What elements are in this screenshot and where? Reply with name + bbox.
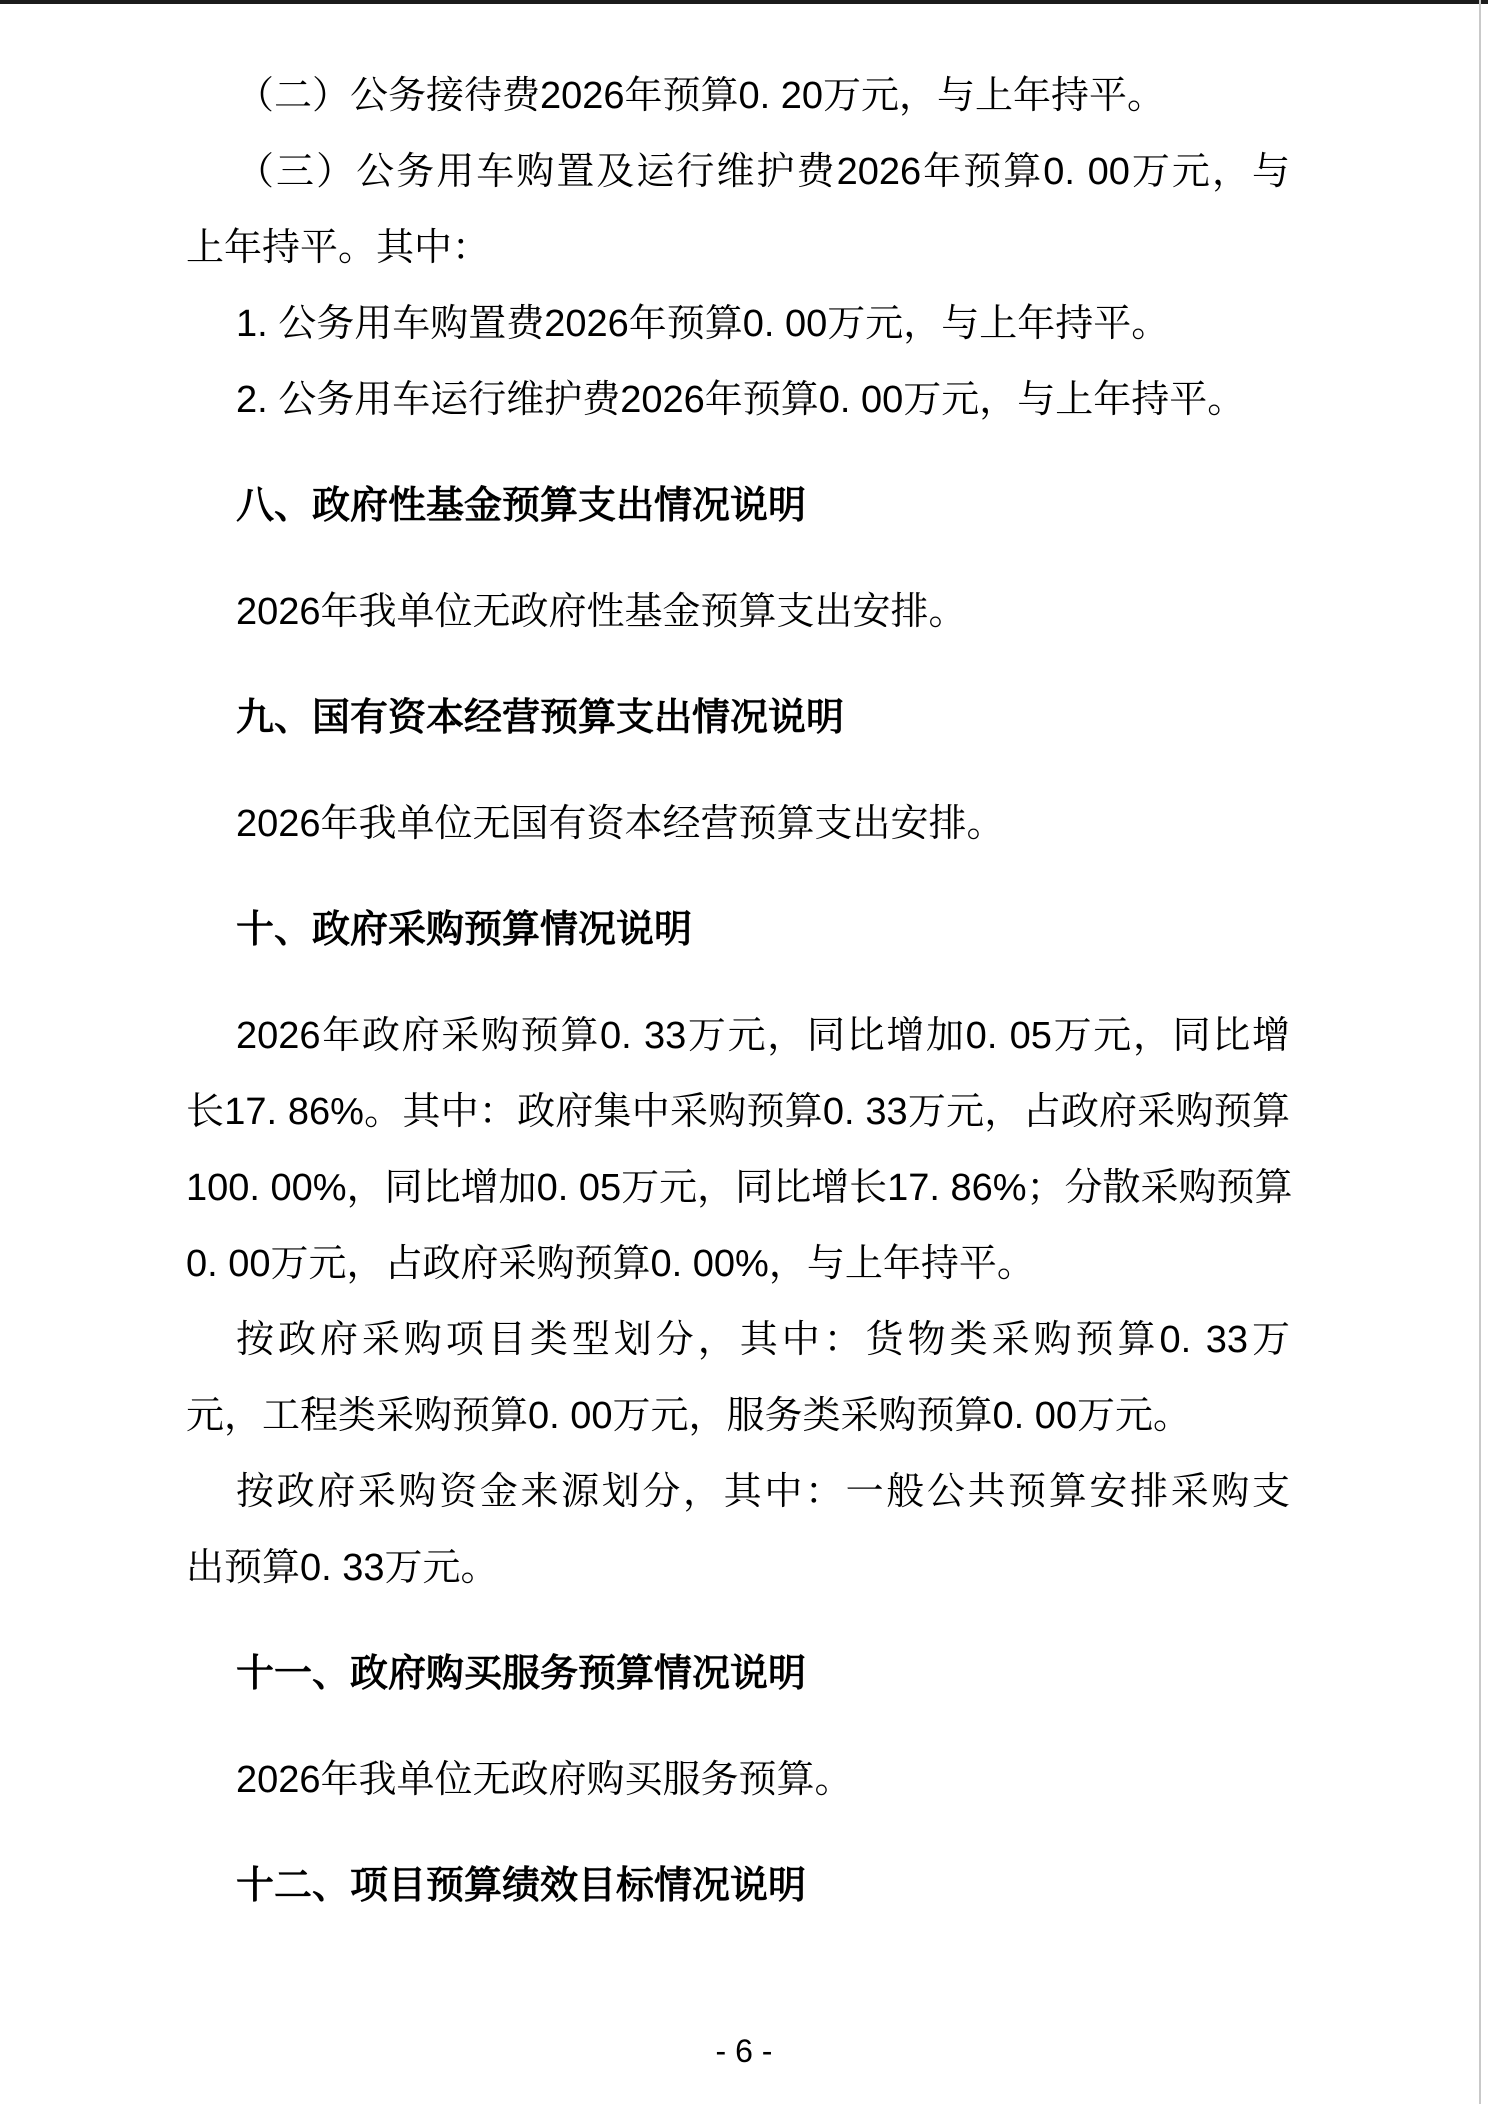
document-body (186, 58, 1293, 1954)
body-line: 按政府采购资金来源划分，其中：一般公共预算安排采购支 (236, 1471, 1290, 1513)
section-heading: 十、政府采购预算情况说明 (236, 909, 693, 951)
list-item-line: 2. 公务用车运行维护费2026年预算0. 00万元，与上年持平。 (236, 379, 1246, 421)
body-line: 出预算0. 33万元。 (186, 1547, 499, 1589)
scan-top-edge (0, 0, 1488, 4)
body-line: （二）公务接待费2026年预算0. 20万元，与上年持平。 (236, 75, 1166, 117)
list-item-line: 1. 公务用车购置费2026年预算0. 00万元，与上年持平。 (236, 303, 1170, 345)
body-line: 2026年我单位无政府性基金预算支出安排。 (236, 591, 967, 633)
section-heading: 九、国有资本经营预算支出情况说明 (236, 697, 845, 739)
body-line: 2026年政府采购预算0. 33万元，同比增加0. 05万元，同比增 (236, 1015, 1290, 1057)
body-line: （三）公务用车购置及运行维护费2026年预算0. 00万元，与 (236, 151, 1290, 193)
body-line: 上年持平。其中： (186, 227, 491, 269)
body-line: 100. 00%，同比增加0. 05万元，同比增长17. 86%；分散采购预算 (186, 1167, 1293, 1209)
body-line: 元，工程类采购预算0. 00万元，服务类采购预算0. 00万元。 (186, 1395, 1192, 1437)
body-line: 按政府采购项目类型划分，其中：货物类采购预算0. 33万 (236, 1319, 1290, 1361)
section-heading: 十一、政府购买服务预算情况说明 (236, 1653, 807, 1695)
body-line: 0. 00万元，占政府采购预算0. 00%，与上年持平。 (186, 1243, 1035, 1285)
body-line: 长17. 86%。其中：政府集中采购预算0. 33万元，占政府采购预算 (186, 1091, 1290, 1133)
section-heading: 八、政府性基金预算支出情况说明 (236, 485, 807, 527)
page-number: - 6 - (715, 2033, 773, 2069)
scan-right-edge (1479, 0, 1481, 2104)
body-line: 2026年我单位无政府购买服务预算。 (236, 1759, 853, 1801)
section-heading: 十二、项目预算绩效目标情况说明 (236, 1865, 807, 1907)
body-line: 2026年我单位无国有资本经营预算支出安排。 (236, 803, 1005, 845)
